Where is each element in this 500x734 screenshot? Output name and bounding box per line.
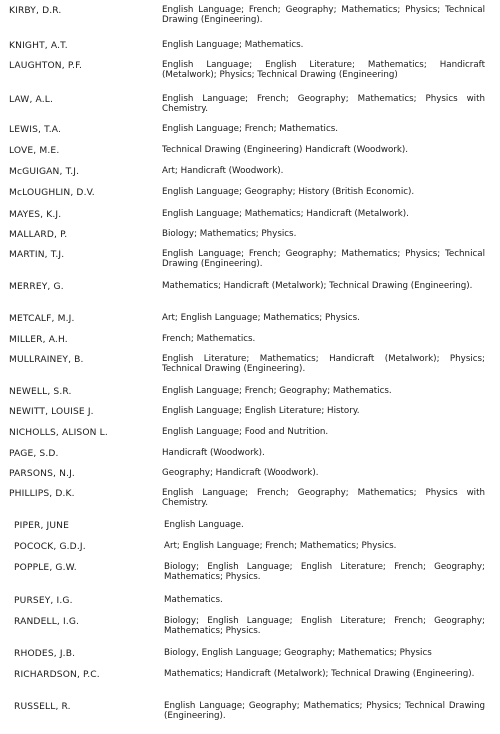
candidate-name: PAGE, S.D. (9, 449, 59, 459)
subjects-passed: Art; English Language; Mathematics; Physics. (162, 313, 360, 323)
candidate-name: LAW, A.L. (9, 95, 54, 105)
subjects-passed: English Language; Geography; Mathematics; Physics; Technical Drawing (Engineering). (164, 701, 485, 721)
subjects-passed: Handicraft (Woodwork). (162, 448, 265, 458)
candidate-name: MERREY, G. (9, 282, 64, 292)
candidate-name: MAYES, K.J. (9, 210, 62, 220)
candidate-name: McGUIGAN, T.J. (9, 167, 80, 177)
subjects-passed: Art; English Language; French; Mathematics; Physics. (164, 541, 397, 551)
subjects-passed: English Language; Mathematics; Handicraft (Metalwork). (162, 209, 409, 219)
candidate-name: RICHARDSON, P.C. (14, 670, 100, 680)
candidate-name: POPPLE, G.W. (14, 563, 77, 573)
candidate-name: PIPER, JUNE (14, 521, 70, 531)
candidate-name: MARTIN, T.J. (9, 250, 65, 260)
candidate-name: POCOCK, G.D.J. (14, 542, 86, 552)
subjects-passed: Mathematics. (164, 595, 223, 605)
subjects-passed: Art; Handicraft (Woodwork). (162, 166, 284, 176)
subjects-passed: Biology; English Language; English Literature; French; Geography; Mathematics; Physics. (164, 562, 485, 582)
subjects-passed: English Language; Food and Nutrition. (162, 427, 329, 437)
candidate-name: LOVE, M.E. (9, 146, 60, 156)
subjects-passed: Geography; Handicraft (Woodwork). (162, 468, 319, 478)
subjects-passed: English Language. (164, 520, 244, 530)
subjects-passed: Biology, English Language; Geography; Mathematics; Physics (164, 648, 432, 658)
subjects-passed: English Language; Geography; History (British Economic). (162, 187, 415, 197)
candidate-name: RUSSELL, R. (14, 702, 71, 712)
subjects-passed: Biology; English Language; English Literature; French; Geography; Mathematics; Physics. (164, 616, 485, 636)
candidate-name: LAUGHTON, P.F. (9, 61, 83, 71)
candidate-name: RANDELL, I.G. (14, 617, 80, 627)
candidate-name: RHODES, J.B. (14, 649, 76, 659)
subjects-passed: Mathematics; Handicraft (Metalwork); Technical Drawing (Engineering). (162, 281, 473, 291)
subjects-passed: English Language; French; Geography; Mathematics; Physics with Chemistry. (162, 94, 485, 114)
subjects-passed: French; Mathematics. (162, 334, 256, 344)
candidate-name: NEWITT, LOUISE J. (9, 407, 94, 417)
candidate-name: NEWELL, S.R. (9, 387, 72, 397)
subjects-passed: English Language; French; Mathematics. (162, 124, 339, 134)
candidate-name: MILLER, A.H. (9, 335, 68, 345)
candidate-name: METCALF, M.J. (9, 314, 75, 324)
subjects-passed: English Literature; Mathematics; Handicraft (Metalwork); Physics; Technical Drawing (Engineering). (162, 354, 485, 374)
candidate-name: MULLRAINEY, B. (9, 355, 84, 365)
candidate-name: PARSONS, N.J. (9, 469, 75, 479)
subjects-passed: English Language; English Literature; History. (162, 406, 360, 416)
subjects-passed: English Language; French; Geography; Mathematics; Physics; Technical Drawing (Engineering). (162, 249, 485, 269)
candidate-name: McLOUGHLIN, D.V. (9, 188, 95, 198)
subjects-passed: Biology; Mathematics; Physics. (162, 229, 297, 239)
candidate-name: NICHOLLS, ALISON L. (9, 428, 108, 438)
candidate-name: PURSEY, I.G. (14, 596, 73, 606)
subjects-passed: English Language; Mathematics. (162, 40, 304, 50)
subjects-passed: English Language; French; Geography; Mathematics; Physics; Technical Drawing (Engineering). (162, 5, 485, 25)
candidate-name: LEWIS, T.A. (9, 125, 62, 135)
subjects-passed: English Language; French; Geography; Mathematics. (162, 386, 392, 396)
candidate-name: MALLARD, P. (9, 230, 68, 240)
subjects-passed: English Language; English Literature; Mathematics; Handicraft (Metalwork); Physics; Technical Drawing (Engineering) (162, 60, 485, 80)
subjects-passed: English Language; French; Geography; Mathematics; Physics with Chemistry. (162, 488, 485, 508)
candidate-name: PHILLIPS, D.K. (9, 489, 75, 499)
candidate-name: KNIGHT, A.T. (9, 41, 68, 51)
subjects-passed: Mathematics; Handicraft (Metalwork); Technical Drawing (Engineering). (164, 669, 475, 679)
candidate-name: KIRBY, D.R. (9, 6, 62, 16)
subjects-passed: Technical Drawing (Engineering) Handicraft (Woodwork). (162, 145, 409, 155)
